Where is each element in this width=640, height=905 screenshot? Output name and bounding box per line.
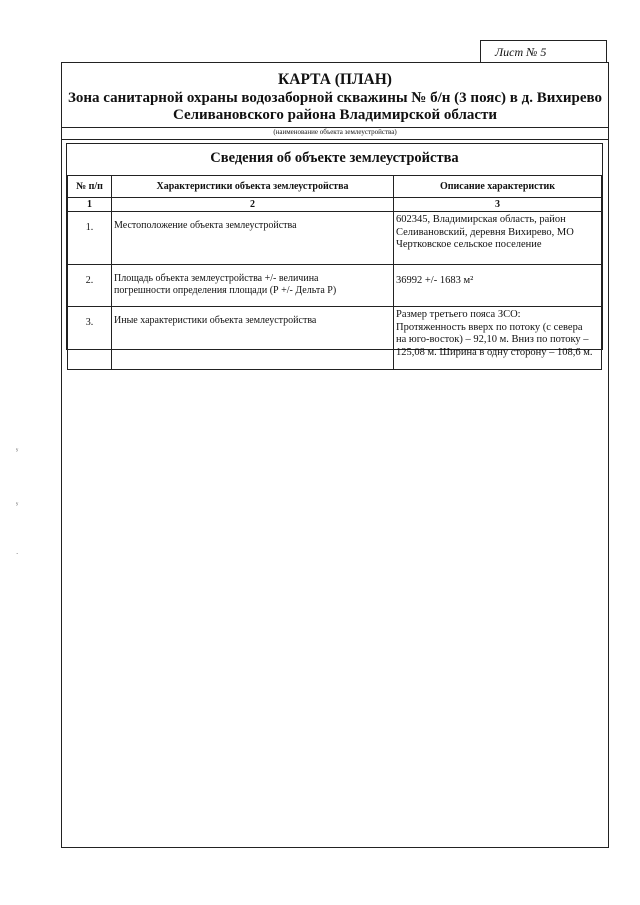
info-section [66,143,603,358]
scan-mark: ˑ [16,550,19,559]
info-table [67,175,602,370]
table-row [68,265,602,307]
column-header-num: № п/п [68,176,112,198]
row-number: 1. [68,212,112,265]
description-line: 36992 +/- 1683 м² [396,275,474,286]
description-line: Размер третьего пояса ЗСО: [396,309,521,320]
section-divider [62,139,608,140]
characteristic-line: Площадь объекта землеустройства +/- величина [114,273,319,284]
row-characteristic: Местоположение объекта землеустройства [112,212,394,265]
scan-mark: ʸ [16,500,19,509]
column-index-1: 1 [68,198,112,212]
description-line: 602345, Владимирская область, район [396,214,566,225]
description-line: на юго-восток) – 92,10 м. Вниз по потоку – [396,334,589,345]
map-title: КАРТА (ПЛАН) [278,71,392,88]
document-frame [61,62,609,848]
column-index-row [68,198,602,212]
scan-mark: ʸ [16,446,19,455]
column-index-2: 2 [112,198,394,212]
table-header-row [68,176,602,198]
row-characteristic [112,265,394,307]
description-line: Протяженность вверх по потоку (с севера [396,321,583,333]
description-line: Селивановский, деревня Вихирево, МО [396,226,574,238]
table-row [68,212,602,265]
column-index-3: 3 [394,198,602,212]
row-number: 3. [68,307,112,370]
row-number: 2. [68,265,112,307]
row-description [394,265,602,307]
row-description [394,212,602,265]
sheet-number-label: Лист № 5 [495,45,547,59]
map-subtitle [62,90,608,124]
info-section-title: Сведения об объекте землеустройства [210,150,459,166]
column-header-characteristic: Характеристики объекта землеустройства [112,176,394,198]
description-line: 125,08 м. Ширина в одну сторону – 108,6 м. [396,346,593,358]
column-header-description: Описание характеристик [394,176,602,198]
characteristic-line: погрешности определения площади (Р +/- Дельта Р) [114,285,337,296]
object-name-caption: (наименование объекта землеустройства) [273,128,397,136]
row-characteristic: Иные характеристики объекта землеустройства [112,307,394,370]
table-row [68,307,602,370]
sheet-number-box [480,40,607,63]
row-description [394,307,602,370]
map-subtitle-line2: Селивановского района Владимирской области [172,107,498,123]
map-subtitle-line1: Зона санитарной охраны водозаборной скважины № б/н (3 пояс) в д. Вихирево [67,90,603,106]
description-line: Чертковское сельское поселение [396,239,542,250]
